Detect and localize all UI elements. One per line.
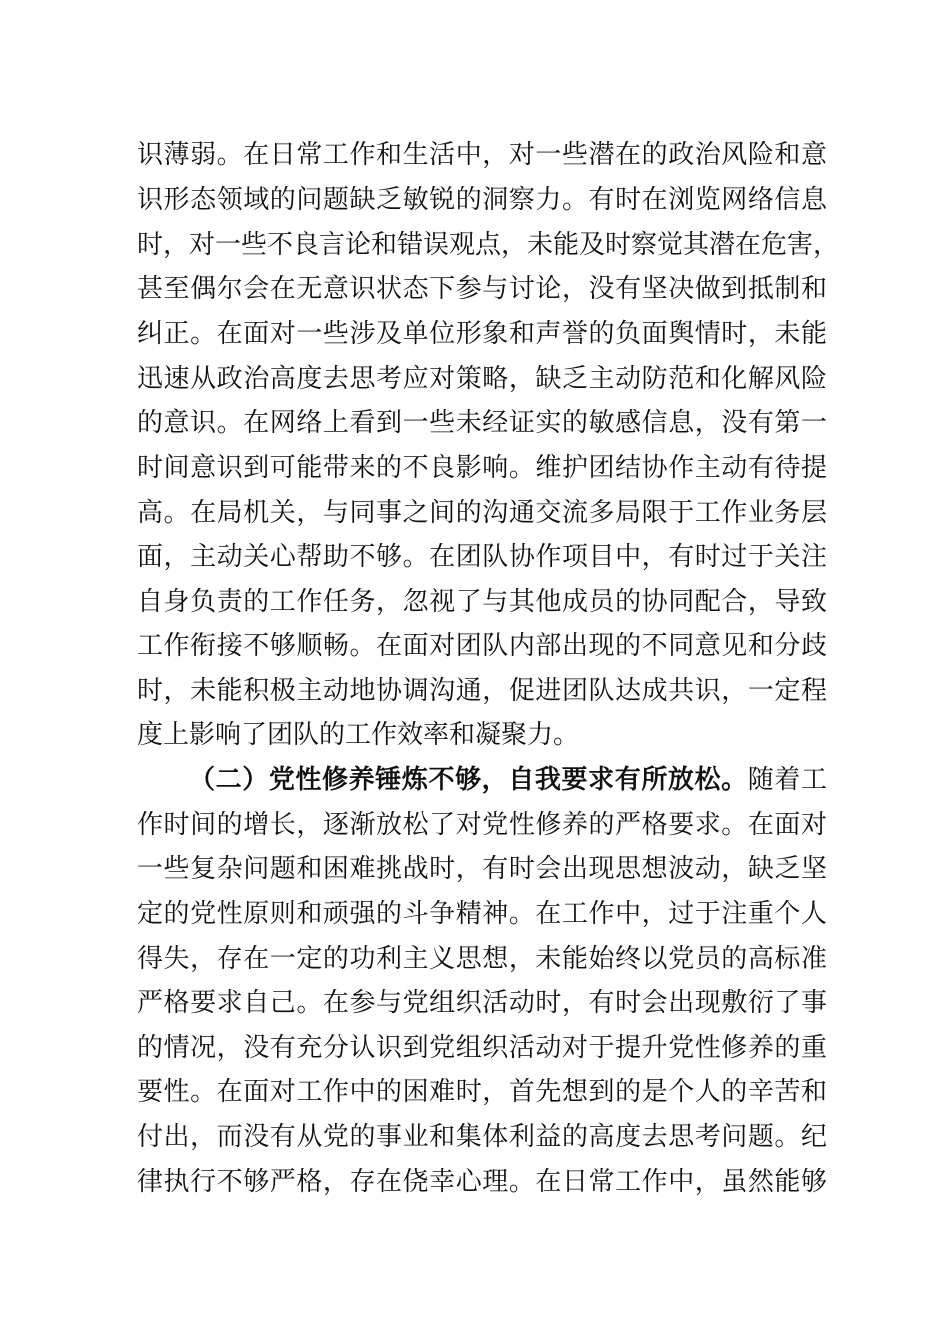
section-heading-rest: 随着工 <box>747 765 827 795</box>
section-heading: （二）党性修养锤炼不够，自我要求有所放松。 <box>189 765 748 795</box>
paragraph-line: 纠正。在面对一些涉及单位形象和声誉的负面舆情时，未能 <box>137 319 827 349</box>
paragraph-line: 迅速从政治高度去思考应对策略，缺乏主动防范和化解风险 <box>137 364 827 394</box>
paragraph-line: 律执行不够严格，存在侥幸心理。在日常工作中，虽然能够 <box>137 1167 827 1197</box>
paragraph-line: 工作衔接不够顺畅。在面对团队内部出现的不同意见和分歧 <box>137 631 827 661</box>
paragraph-line: 定的党性原则和顽强的斗争精神。在工作中，过于注重个人 <box>137 899 827 929</box>
paragraph-line: 严格要求自己。在参与党组织活动时，有时会出现敷衍了事 <box>137 988 827 1018</box>
paragraph-line: 一些复杂问题和困难挑战时，有时会出现思想波动，缺乏坚 <box>137 854 827 884</box>
paragraph-line: 度上影响了团队的工作效率和凝聚力。 <box>137 720 580 750</box>
paragraph-line: 面，主动关心帮助不够。在团队协作项目中，有时过于关注 <box>137 542 827 572</box>
paragraph-line: 高。在局机关，与同事之间的沟通交流多局限于工作业务层 <box>137 498 827 528</box>
paragraph-line: 付出，而没有从党的事业和集体利益的高度去思考问题。纪 <box>137 1122 827 1152</box>
paragraph-line: 得失，存在一定的功利主义思想，未能始终以党员的高标准 <box>137 944 827 974</box>
paragraph-line: 要性。在面对工作中的困难时，首先想到的是个人的辛苦和 <box>137 1077 827 1107</box>
paragraph-line: 自身负责的工作任务，忽视了与其他成员的协同配合，导致 <box>137 587 827 617</box>
paragraph-line: 的意识。在网络上看到一些未经证实的敏感信息，没有第一 <box>137 408 827 438</box>
paragraph-line: 时，对一些不良言论和错误观点，未能及时察觉其潜在危害， <box>137 230 840 260</box>
section-heading-line <box>189 762 827 798</box>
paragraph-line: 甚至偶尔会在无意识状态下参与讨论，没有坚决做到抵制和 <box>137 274 827 304</box>
paragraph-line: 作时间的增长，逐渐放松了对党性修养的严格要求。在面对 <box>137 810 827 840</box>
paragraph-line: 时，未能积极主动地协调沟通，促进团队达成共识，一定程 <box>137 676 827 706</box>
paragraph-line: 的情况，没有充分认识到党组织活动对于提升党性修养的重 <box>137 1033 827 1063</box>
paragraph-line: 时间意识到可能带来的不良影响。维护团结协作主动有待提 <box>137 453 827 483</box>
paragraph-line: 识薄弱。在日常工作和生活中，对一些潜在的政治风险和意 <box>137 140 827 170</box>
paragraph-line: 识形态领域的问题缺乏敏锐的洞察力。有时在浏览网络信息 <box>137 185 827 215</box>
